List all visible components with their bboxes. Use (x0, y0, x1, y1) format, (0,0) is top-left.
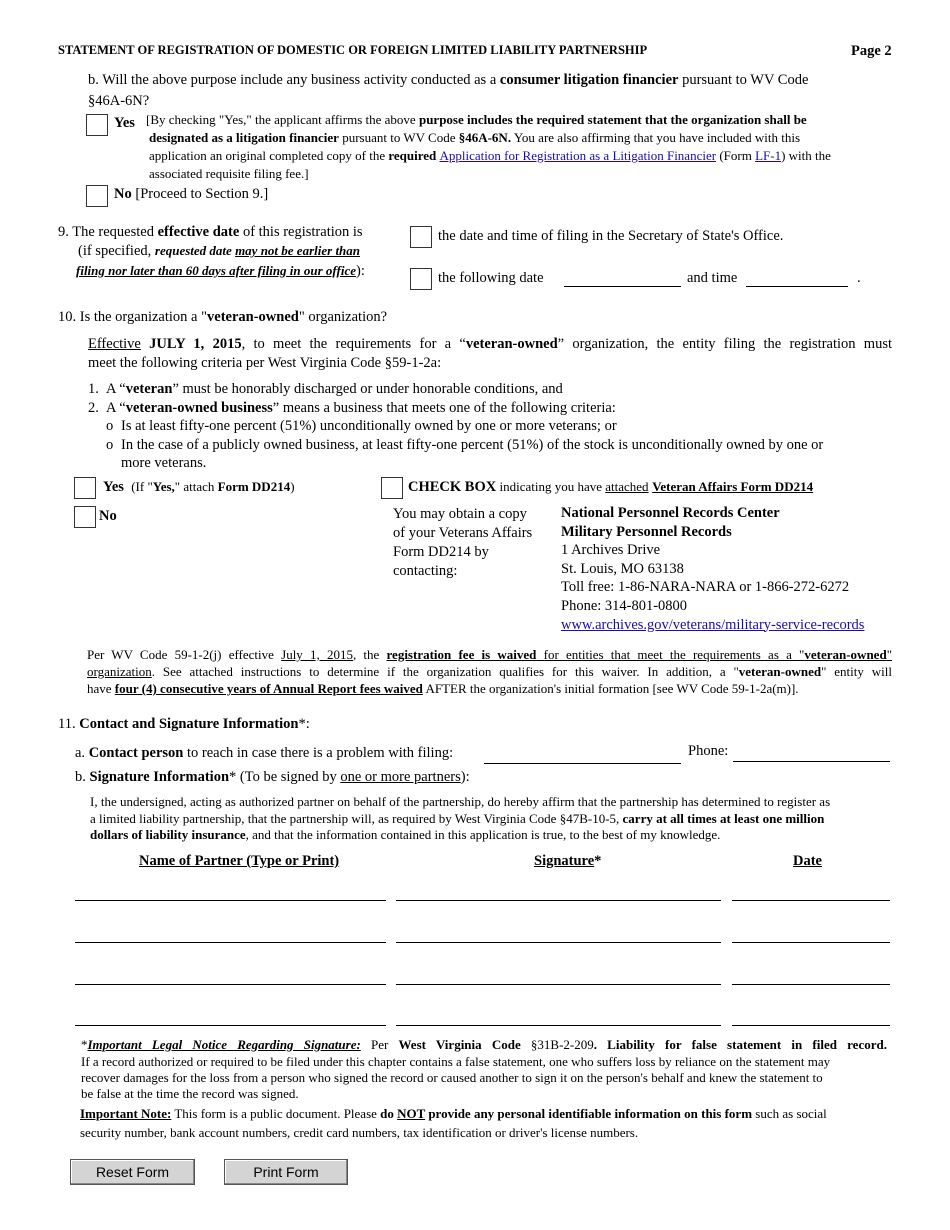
signature-info-label: b. Signature Information* (To be signed by one or more partners): (75, 769, 470, 785)
form-title: STATEMENT OF REGISTRATION OF DOMESTIC OR FOREIGN LIMITED LIABILITY PARTNERSHIP (58, 43, 648, 57)
effective-date-filing-checkbox[interactable] (410, 226, 432, 248)
effective-date-specific-checkbox[interactable] (410, 268, 432, 290)
signature-field-4[interactable] (396, 1025, 721, 1026)
phone-field[interactable] (733, 761, 890, 762)
important-note-line2: security number, bank account numbers, credit card numbers, tax identification or driver's license numbers. (80, 1125, 639, 1140)
affirmation-line1: I, the undersigned, acting as authorized partner on behalf of the partnership, do hereby affirm that the partnership has determined to register as (90, 794, 831, 809)
section-8b-question: b. Will the above purpose include any business activity conducted as a consumer litigation financier pursuant to WV Code (88, 72, 809, 88)
sub-criteria-2: In the case of a publicly owned business, at least fifty-one percent (51%) of the stock is unconditionally owned by one or (121, 437, 824, 453)
fee-waiver-line3: have four (4) consecutive years of Annual Report fees waived AFTER the organization's initial formation [see WV Code 59-1-2a(m)]. (87, 681, 799, 696)
sub-criteria-2-cont: more veterans. (121, 455, 207, 471)
litigation-yes-text-2: designated as a litigation financier pursuant to WV Code §46A-6N. You are also affirming that you have included with this (149, 130, 801, 145)
partner-name-field-1[interactable] (75, 900, 386, 901)
fee-waiver-line1: Per WV Code 59-1-2(j) effective July 1, 2015, the registration fee is waived for entities that meet the requirements as a "veteran-owned" (87, 647, 892, 662)
period-mark: . (857, 270, 861, 286)
records-center-link[interactable]: www.archives.gov/veterans/military-service-records (561, 616, 865, 633)
litigation-financier-link[interactable]: Application for Registration as a Litigation Financier (439, 148, 717, 163)
affirmation-line3: dollars of liability insurance, and that the information contained in this application is true, to the best of my knowledge. (90, 827, 721, 842)
criteria-2-number: 2. (88, 400, 99, 416)
print-form-button[interactable]: Print Form (224, 1159, 348, 1185)
litigation-yes-checkbox[interactable] (86, 114, 108, 136)
page-number: Page 2 (851, 43, 892, 59)
date-field-1[interactable] (732, 900, 890, 901)
partner-name-header: Name of Partner (Type or Print) (139, 853, 340, 869)
partner-name-field-2[interactable] (75, 942, 386, 943)
contact-person-label: a. Contact person to reach in case there is a problem with filing: (75, 745, 454, 761)
section-9-line1: 9. The requested effective date of this registration is (58, 224, 363, 240)
section-11-title: 11. Contact and Signature Information*: (58, 716, 310, 732)
criteria-1: A “veteran” must be honorably discharged or under honorable conditions, and (106, 381, 563, 397)
litigation-yes-text-4: associated requisite filing fee.] (149, 166, 309, 181)
sub-criteria-1-bullet: o (106, 418, 114, 434)
dd214-attached-checkbox[interactable] (381, 477, 403, 499)
and-time-label: and time (687, 270, 738, 286)
lf1-link[interactable]: LF-1 (755, 148, 782, 163)
partner-name-field-3[interactable] (75, 984, 386, 985)
litigation-yes-text-1: [By checking "Yes," the applicant affirms the above purpose includes the required statement that the organization shall be (146, 112, 807, 127)
records-center-contact: National Personnel Records Center Military Personnel Records 1 Archives Drive St. Louis, MO 63138 Toll free: 1-86-NARA-NARA or 1-866-272-6272 Phone: 314-801-0800 www.archives.gov/veterans/military-service-records (561, 505, 865, 633)
effective-time-field[interactable] (746, 286, 848, 287)
criteria-1-number: 1. (88, 381, 99, 397)
legal-notice-line3: recover damages for the loss from a person who signed the record or caused another to sign it on the person's behalf and knew the statement to (81, 1070, 823, 1085)
date-field-4[interactable] (732, 1025, 890, 1026)
effective-date-field[interactable] (564, 286, 681, 287)
signature-field-3[interactable] (396, 984, 721, 985)
veteran-yes-checkbox[interactable] (74, 477, 96, 499)
veteran-yes-label: Yes (If "Yes," attach Form DD214) (103, 479, 295, 495)
important-note-line1: Important Note: This form is a public document. Please do NOT provide any personal identifiable information on this form such as social (80, 1106, 827, 1121)
legal-notice-line1: *Important Legal Notice Regarding Signature: Per West Virginia Code §31B-2-209. Liability for false statement in filed record. (81, 1037, 887, 1052)
fee-waiver-line2: organization. See attached instructions to determine if the organization qualifies for this waiver. In addition, a "veteran-owned" entity will (87, 664, 892, 679)
effective-date-specific-label: the following date (438, 270, 544, 286)
affirmation-line2: a limited liability partnership, that the partnership will, as required by West Virginia Code §47B-10-5, carry at all times at least one million (90, 811, 825, 826)
obtain-dd214-text: You may obtain a copy of your Veterans Affairs Form DD214 by contacting: (393, 506, 533, 579)
litigation-no-label: No [Proceed to Section 9.] (114, 186, 269, 202)
section-9-line3: filing nor later than 60 days after filing in our office): (76, 263, 365, 279)
section-8b-question-line2: §46A-6N? (88, 93, 150, 109)
veteran-effective-line2: meet the following criteria per West Virginia Code §59-1-2a: (88, 355, 442, 371)
signature-field-2[interactable] (396, 942, 721, 943)
date-header: Date (793, 853, 822, 869)
veteran-no-label: No (99, 508, 117, 524)
partner-name-field-4[interactable] (75, 1025, 386, 1026)
litigation-yes-text-3: application an original completed copy of the required Application for Registration as a Litigation Financier (Form LF-1) with the (149, 148, 831, 163)
reset-form-button[interactable]: Reset Form (70, 1159, 195, 1185)
section-9-line2: (if specified, requested date may not be earlier than (78, 243, 361, 259)
effective-date-filing-label: the date and time of filing in the Secretary of State's Office. (438, 228, 784, 244)
dd214-attached-label: CHECK BOX indicating you have attached Veteran Affairs Form DD214 (408, 479, 814, 495)
litigation-yes-label: Yes (114, 115, 135, 131)
veteran-no-checkbox[interactable] (74, 506, 96, 528)
litigation-no-checkbox[interactable] (86, 185, 108, 207)
date-field-2[interactable] (732, 942, 890, 943)
phone-label: Phone: (688, 743, 729, 759)
criteria-2: A “veteran-owned business” means a business that meets one of the following criteria: (106, 400, 616, 416)
section-10-question: 10. Is the organization a "veteran-owned" organization? (58, 309, 388, 325)
signature-field-1[interactable] (396, 900, 721, 901)
sub-criteria-1: Is at least fifty-one percent (51%) unconditionally owned by one or more veterans; or (121, 418, 617, 434)
contact-person-field[interactable] (484, 763, 681, 764)
signature-header: Signature* (534, 853, 602, 869)
sub-criteria-2-bullet: o (106, 437, 114, 453)
date-field-3[interactable] (732, 984, 890, 985)
veteran-effective-line1: Effective JULY 1, 2015, to meet the requirements for a “veteran-owned” organization, the entity filing the registration must (88, 336, 892, 352)
legal-notice-line2: If a record authorized or required to be filed under this chapter contains a false statement, one who suffers loss by reliance on the statement may (81, 1054, 831, 1069)
legal-notice-line4: be false at the time the record was signed. (81, 1086, 299, 1101)
